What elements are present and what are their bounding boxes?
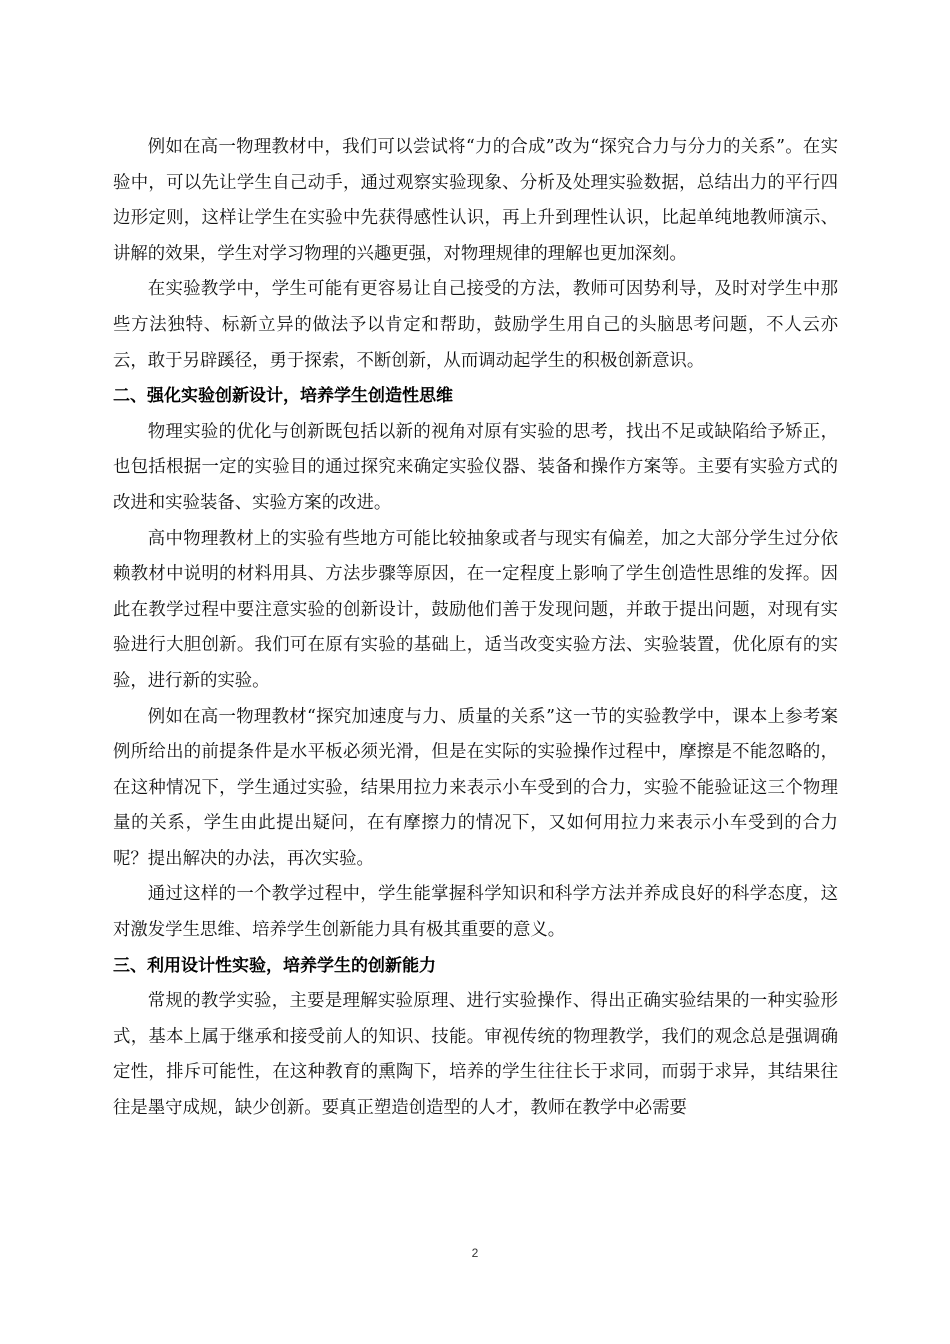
paragraph: 物理实验的优化与创新既包括以新的视角对原有实验的思考，找出不足或缺陷给予矫正，也包括根据一定的实验目的通过探究来确定实验仪器、装备和操作方案等。主要有实验方式的改进和实验装备、实验方案的改进。 — [113, 421, 838, 513]
paragraph: 常规的教学实验，主要是理解实验原理、进行实验操作、得出正确实验结果的一种实验形式，基本上属于继承和接受前人的知识、技能。审视传统的物理教学，我们的观念总是强调确定性，排斥可能性，在这种教育的熏陶下，培养的学生往往长于求同，而弱于求异，其结果往往是墨守成规，缺少创新。要真正塑造创造型的人才，教师在教学中必需要 — [113, 991, 838, 1119]
paragraph: 通过这样的一个教学过程中，学生能掌握科学知识和科学方法并养成良好的科学态度，这对激发学生思维、培养学生创新能力具有极其重要的意义。 — [113, 884, 838, 941]
page-number: 2 — [471, 1246, 479, 1260]
section-heading: 二、强化实验创新设计，培养学生创造性思维 — [113, 386, 453, 407]
section-heading: 三、利用设计性实验，培养学生的创新能力 — [113, 955, 436, 976]
paragraph: 在实验教学中，学生可能有更容易让自己接受的方法，教师可因势利导，及时对学生中那些方法独特、标新立异的做法予以肯定和帮助，鼓励学生用自己的头脑思考问题，不人云亦云，敢于另辟蹊径，勇于探索，不断创新，从而调动起学生的积极创新意识。 — [113, 279, 838, 371]
paragraph: 例如在高一物理教材中，我们可以尝试将“力的合成”改为“探究合力与分力的关系”。在实验中，可以先让学生自己动手，通过观察实验现象、分析及处理实验数据，总结出力的平行四边形定则，这样让学生在实验中先获得感性认识，再上升到理性认识，比起单纯地教师演示、讲解的效果，学生对学习物理的兴趣更强，对物理规律的理解也更加深刻。 — [113, 137, 838, 264]
paragraph: 高中物理教材上的实验有些地方可能比较抽象或者与现实有偏差，加之大部分学生过分依赖教材中说明的材料用具、方法步骤等原因，在一定程度上影响了学生创造性思维的发挥。因此在教学过程中要注意实验的创新设计，鼓励他们善于发现问题，并敢于提出问题，对现有实验进行大胆创新。我们可在原有实验的基础上，适当改变实验方法、实验装置，优化原有的实验，进行新的实验。 — [113, 528, 838, 691]
paragraph: 例如在高一物理教材“探究加速度与力、质量的关系”这一节的实验教学中，课本上参考案例所给出的前提条件是水平板必须光滑，但是在实际的实验操作过程中，摩擦是不能忽略的，在这种情况下，学生通过实验，结果用拉力来表示小车受到的合力，实验不能验证这三个物理量的关系，学生由此提出疑问，在有摩擦力的情况下，又如何用拉力来表示小车受到的合力呢？提出解决的办法，再次实验。 — [113, 706, 838, 869]
document-body — [113, 130, 838, 1127]
